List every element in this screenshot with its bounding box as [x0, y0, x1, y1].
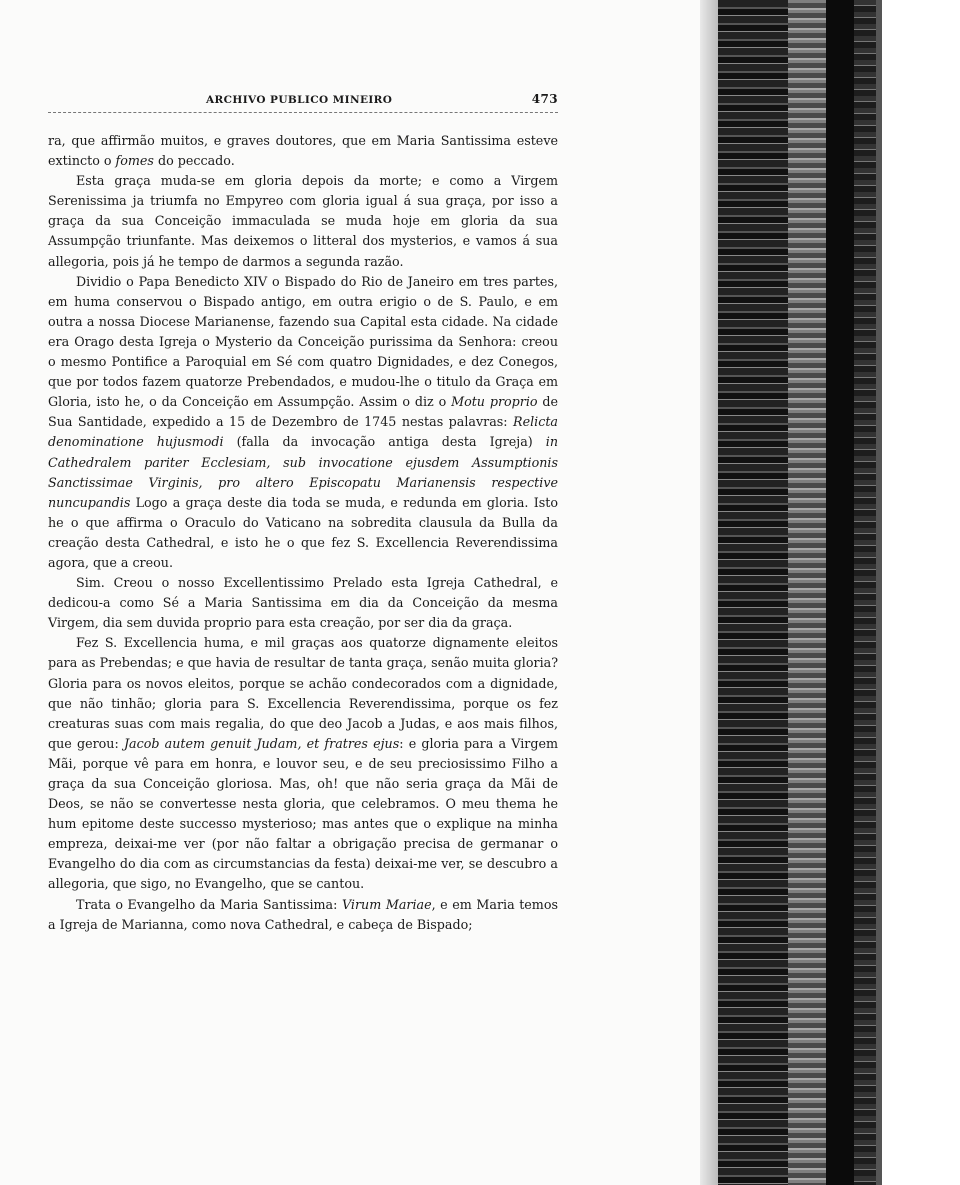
paragraph	[48, 633, 558, 894]
header-title: ARCHIVO PUBLICO MINEIRO	[206, 94, 393, 106]
text-run: : e gloria para a Virgem Mãi, porque vê para em honra, e louvor seu, e de seu preciosissimo Filho a graça da sua Conceição gloriosa. Mas, oh! que não seria graça da Mãi de Deos, se não se convertesse nesta gloria, que celebramos. O meu thema he hum epitome deste successo mysterioso; mas antes que o explique na minha empreza, deixai-me ver (por não faltar a obrigação precisa de germanar o Evangelho do dia com as circumstancias da festa) deixai-me ver, se descubro a allegoria, que sigo, no Evangelho, que se cantou.	[48, 735, 559, 892]
paragraph	[48, 272, 558, 573]
paragraph	[48, 171, 558, 271]
latin-quotation: Motu proprio	[451, 394, 538, 410]
running-header	[48, 92, 558, 112]
text-run: Sim. Creou o nosso Excellentissimo Prelado esta Igreja Cathedral, e dedicou-a como Sé a Maria Santissima em dia da Conceição da mesma Virgem, dia sem duvida proprio para esta creação, por ser dia da graça.	[48, 575, 558, 631]
text-run: Dividio o Papa Benedicto XIV o Bispado do Rio de Janeiro em tres partes, em huma conservou o Bispado antigo, em outra erigio o de S. Paulo, e em outra a nossa Diocese Marianense, fazendo sua Capital esta cidade. Na cidade era Orago desta Igreja o Mysterio da Conceição purissima da Senhora: creou o mesmo Pontifice a Paroquial em Sé com quatro Dignidades, e dez Conegos, que por todos fazem quatorze Prebendados, e mudou-lhe o titulo da Graça em Gloria, isto he, o da Conceição em Assumpção. Assim o diz o	[48, 273, 558, 410]
latin-quotation: Jacob autem genuit Judam, et fratres ejus	[123, 735, 400, 751]
header-rule	[48, 112, 558, 113]
latin-quotation: Virum Mariae	[341, 896, 432, 912]
page-gutter-shadow	[700, 0, 718, 1185]
text-run: Esta graça muda-se em gloria depois da morte; e como a Virgem Serenissima ja triumfa no Empyreo com gloria igual á sua graça, por isso a graça da sua Conceição immaculada se muda hoje em gloria da sua Assumpção triunfante. Mas deixemos o litteral dos mysterios, e vamos á sua allegoria, pois já he tempo de darmos a segunda razão.	[48, 173, 558, 269]
text-run: de Sua Santidade, expedido a 15 de Dezembro de 1745 nestas palavras:	[48, 394, 559, 430]
paragraph	[48, 895, 558, 935]
text-run: do peccado.	[153, 153, 235, 169]
body-text	[48, 131, 558, 935]
latin-quotation: fomes	[115, 153, 154, 169]
text-run: , e em Maria temos a Igreja de Marianna, como nova Cathedral, e cabeça de Bispado;	[48, 896, 558, 932]
page-number: 473	[531, 92, 558, 106]
latin-quotation: Relicta denominatione hujusmodi	[48, 414, 558, 450]
latin-quotation: in Cathedralem pariter Ecclesiam, sub invocatione ejusdem Assumptionis Sanctissimae Virginis, pro altero Episcopatu Marianensis respective nuncupandis	[48, 434, 558, 510]
text-run: Fez S. Excellencia huma, e mil graças aos quatorze dignamente eleitos para as Prebendas; e que havia de resultar de tanta graça, senão muita gloria? Gloria para os novos eleitos, porque se achão condecorados com a dignidade, que não tinhão; gloria para S. Excellencia Reverendissima, porque os fez creaturas suas com mais regalia, do que deo Jacob a Judas, e aos mais filhos, que gerou:	[48, 635, 558, 751]
paragraph	[48, 131, 558, 171]
text-run: Trata o Evangelho da Maria Santissima:	[76, 896, 342, 912]
text-run: Logo a graça deste dia toda se muda, e redunda em gloria. Isto he o que affirma o Oraculo do Vaticano na sobredita clausula da Bulla da creação desta Cathedral, e isto he o que fez S. Excellencia Reverendissima agora, que a creou.	[48, 494, 558, 570]
book-edge	[718, 0, 960, 1185]
text-run: (falla da invocação antiga desta Igreja)	[223, 434, 546, 450]
text-run: ra, que affirmão muitos, e graves doutores, que em Maria Santissima esteve extincto o	[48, 133, 558, 169]
paragraph	[48, 573, 558, 633]
